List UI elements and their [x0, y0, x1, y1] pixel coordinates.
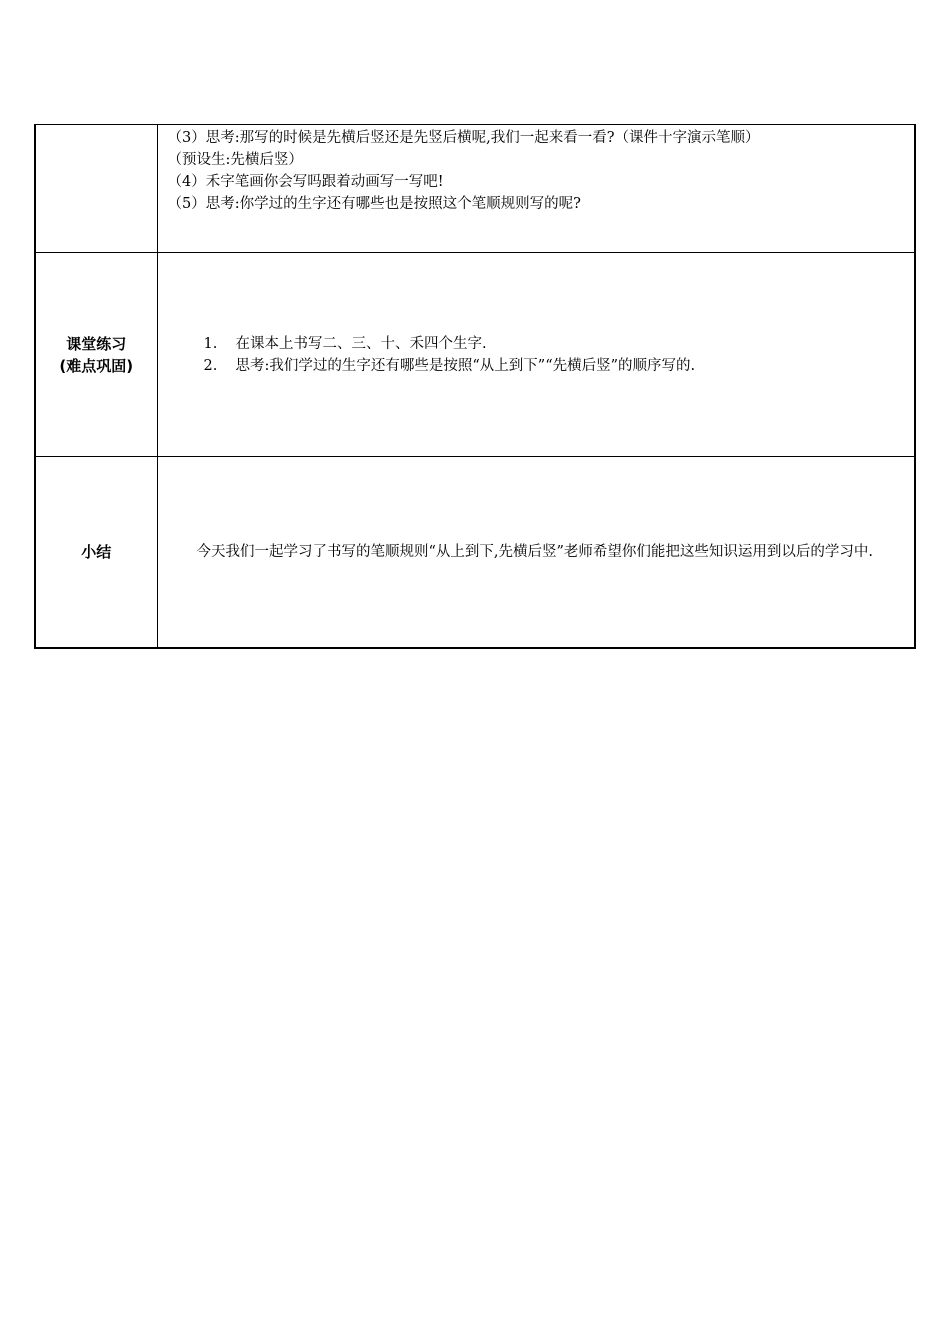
table-row-summary	[35, 457, 915, 649]
list-item	[204, 355, 909, 377]
practice-list	[204, 333, 909, 377]
summary-text: 今天我们一起学习了书写的笔顺规则“从上到下,先横后竖”老师希望你们能把这些知识运用到以后的学习中.	[196, 544, 874, 560]
lesson-plan-table	[34, 124, 916, 649]
practice-label-title: 课堂练习	[66, 334, 127, 353]
practice-content	[157, 253, 915, 457]
step-5-text: （5）思考:你学过的生字还有哪些也是按照这个笔顺规则写的呢?	[167, 196, 581, 212]
list-item-number: 2.	[203, 357, 218, 374]
step-3-text: （3）思考:那写的时候是先横后竖还是先竖后横呢,我们一起来看一看?（课件十字演示笔顺）	[167, 130, 760, 146]
practice-label	[35, 253, 157, 457]
practice-label-subtitle: (难点巩固)	[59, 356, 134, 375]
row-label-empty	[35, 125, 157, 253]
table-row-practice	[35, 253, 915, 457]
step-4-text: （4）禾字笔画你会写吗跟着动画写一写吧!	[167, 174, 444, 190]
list-item	[204, 333, 909, 355]
preset-answer-text: （预设生:先横后竖）	[167, 152, 303, 168]
continuation-content	[157, 125, 915, 253]
table-row-continuation	[35, 125, 915, 253]
list-item-number: 1.	[203, 335, 218, 352]
list-item-text: 在课本上书写二、三、十、禾四个生字.	[235, 335, 487, 352]
summary-label: 小结	[35, 457, 157, 649]
list-item-text: 思考:我们学过的生字还有哪些是按照“从上到下”“先横后竖”的顺序写的.	[235, 357, 696, 374]
summary-content	[157, 457, 915, 649]
